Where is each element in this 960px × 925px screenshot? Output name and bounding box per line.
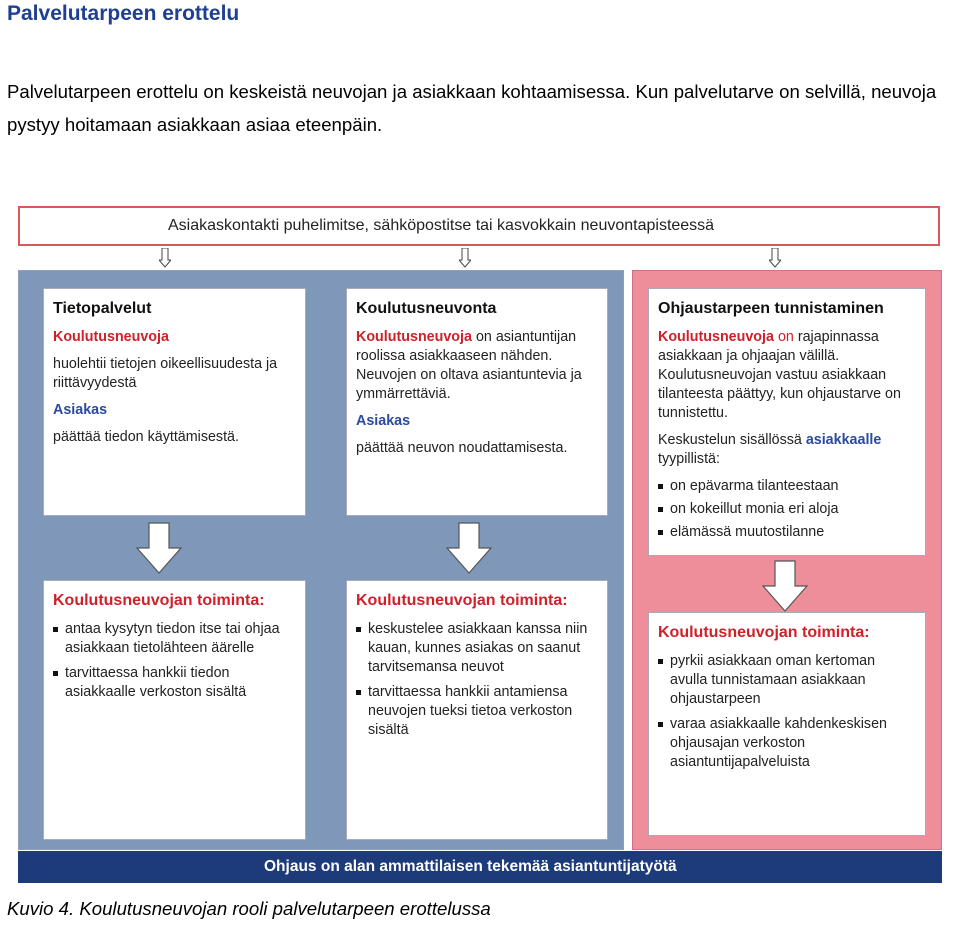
toiminta-title: Koulutusneuvojan toiminta: <box>53 592 265 609</box>
toiminta-title: Koulutusneuvojan toiminta: <box>658 624 870 641</box>
down-arrow-icon <box>459 248 471 268</box>
toiminta-box-1 <box>43 580 306 840</box>
toiminta-list <box>658 652 916 772</box>
client-text: päättää tiedon käyttämisestä. <box>53 429 239 445</box>
tietopalvelut-box <box>43 288 306 516</box>
down-arrow-icon <box>136 522 182 574</box>
toiminta-box-3 <box>648 612 926 836</box>
down-arrow-icon <box>762 560 808 612</box>
toiminta-list <box>53 620 296 702</box>
list-item: tarvittaessa hankkii tiedon asiakkaalle verkoston sisältä <box>53 664 296 702</box>
tietopalvelut-title: Tietopalvelut <box>53 300 152 317</box>
down-arrow-icon <box>769 248 781 268</box>
list-item: keskustelee asiakkaan kanssa niin kauan, kunnes asiakas on saanut tarvitsemansa neuvot <box>356 620 598 677</box>
list-item: on kokeillut monia eri aloja <box>658 500 916 519</box>
ohjaustarve-box <box>648 288 926 556</box>
contact-channels-bar: Asiakaskontakti puhelimitse, sähköpostitse tai kasvokkain neuvontapisteessä <box>18 206 940 246</box>
list-item: varaa asiakkaalle kahdenkeskisen ohjausajan verkoston asiantuntijapalveluista <box>658 715 916 772</box>
intro-paragraph: Palvelutarpeen erottelu on keskeistä neuvojan ja asiakkaan kohtaamisessa. Kun palvelutarve on selvillä, neuvoja pystyy hoitamaan asiakkaan asiaa eteenpäin. <box>7 81 937 135</box>
advisor-role-text: on asiantuntijan roolissa asiakkaaseen nähden. Neuvojen on oltava asiantuntevia ja ymmärrettäviä. <box>356 329 582 402</box>
advisor-role-text: rajapinnassa asiakkaan ja ohjaajan välillä. Koulutusneuvojan vastuu asiakkaan tilanteesta päättyy, kun ohjaustarve on tunnistettu. <box>658 329 901 421</box>
advisor-text <box>356 328 598 404</box>
client-label: Asiakas <box>356 413 411 429</box>
list-item: elämässä muutostilanne <box>658 523 916 542</box>
list-item: pyrkii asiakkaan oman kertoman avulla tunnistamaan asiakkaan ohjaustarpeen <box>658 652 916 709</box>
advisor-text <box>658 328 916 423</box>
list-item: tarvittaessa hankkii antamiensa neuvojen tueksi tietoa verkoston sisältä <box>356 683 598 740</box>
advisor-label: Koulutusneuvoja <box>53 329 169 345</box>
list-item: antaa kysytyn tiedon itse tai ohjaa asiakkaan tietolähteen äärelle <box>53 620 296 658</box>
figure-caption: Kuvio 4. Koulutusneuvojan rooli palvelutarpeen erottelussa <box>7 898 491 919</box>
discussion-intro: Keskustelun sisällössä <box>658 432 806 448</box>
advisor-text: huolehtii tietojen oikeellisuudesta ja riittävyydestä <box>53 356 278 391</box>
advisor-label: Koulutusneuvoja <box>658 329 774 345</box>
ohjaustarve-title: Ohjaustarpeen tunnistaminen <box>658 300 884 317</box>
page-heading: Palvelutarpeen erottelu <box>7 2 240 25</box>
toiminta-title: Koulutusneuvojan toiminta: <box>356 592 568 609</box>
toiminta-box-2 <box>346 580 608 840</box>
discussion-bold: asiakkaalle <box>805 432 882 448</box>
expert-work-bar: Ohjaus on alan ammattilaisen tekemää asiantuntijatyötä <box>18 851 942 883</box>
client-label: Asiakas <box>53 402 108 418</box>
advisor-on: on <box>773 329 794 345</box>
koulutusneuvonta-title: Koulutusneuvonta <box>356 300 497 317</box>
discussion-tail: tyypillistä: <box>658 451 720 467</box>
down-arrow-icon <box>446 522 492 574</box>
down-arrow-icon <box>159 248 171 268</box>
discussion-text <box>658 431 916 469</box>
advisor-label: Koulutusneuvoja <box>356 329 472 345</box>
toiminta-list <box>356 620 598 740</box>
client-text: päättää neuvon noudattamisesta. <box>356 440 568 456</box>
client-traits-list <box>658 477 916 542</box>
list-item: on epävarma tilanteestaan <box>658 477 916 496</box>
koulutusneuvonta-box <box>346 288 608 516</box>
